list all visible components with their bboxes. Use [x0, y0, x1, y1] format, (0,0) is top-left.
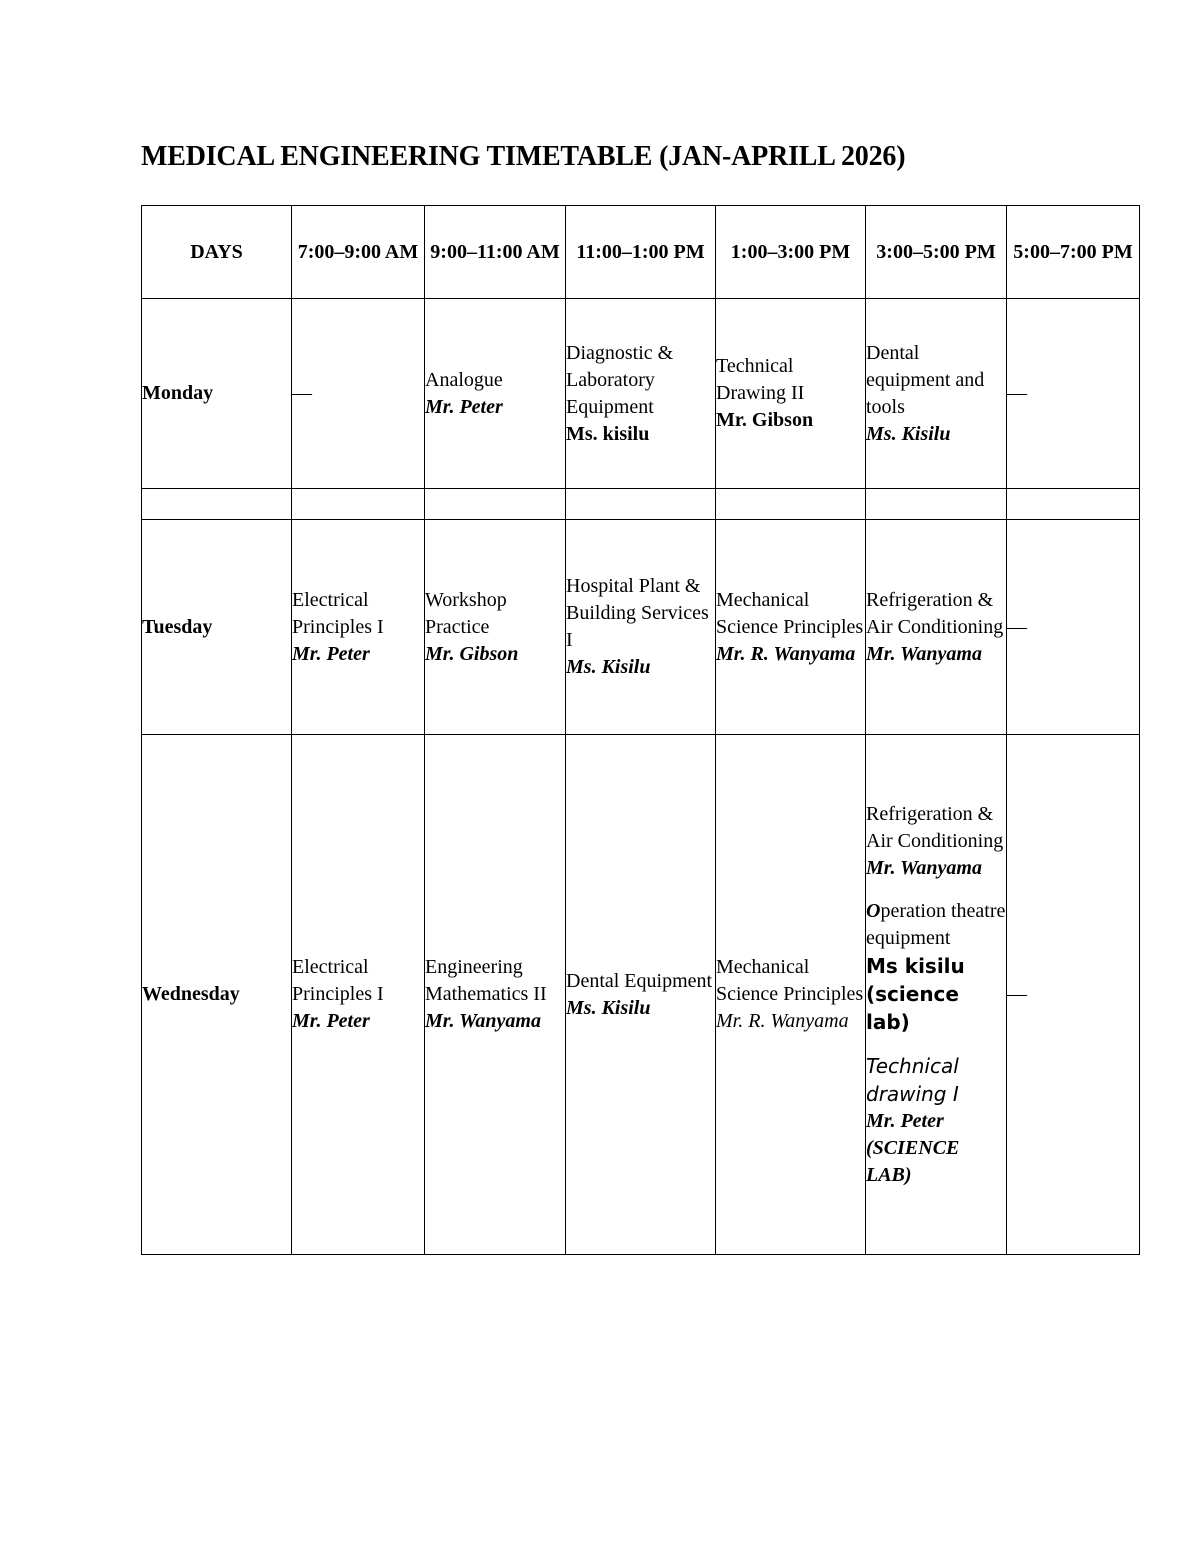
teacher: Mr. Peter	[292, 642, 370, 665]
subject: Technical Drawing II	[716, 355, 805, 404]
wednesday-slot-4	[716, 735, 866, 1255]
subject: Electrical Principles I	[292, 588, 384, 638]
teacher: Ms. Kisilu	[566, 996, 651, 1019]
monday-slot-2	[425, 299, 566, 489]
subject-initial: O	[866, 899, 881, 922]
header-row	[142, 206, 1140, 299]
header-slot-6: 5:00–7:00 PM	[1007, 206, 1140, 299]
teacher: Mr. Wanyama	[866, 642, 982, 665]
spacer	[866, 882, 1006, 898]
wednesday-slot-6: —	[1007, 735, 1140, 1255]
subject: Mechanical Science Principles	[716, 588, 864, 638]
subject: Engineering Mathematics II	[425, 956, 547, 1005]
header-slot-4: 1:00–3:00 PM	[716, 206, 866, 299]
wednesday-slot-2	[425, 735, 566, 1255]
teacher: Mr. R. Wanyama	[716, 1010, 849, 1032]
row-monday	[142, 299, 1140, 489]
empty-cell	[866, 489, 1007, 520]
teacher: Mr. R. Wanyama	[716, 642, 856, 665]
tuesday-slot-1	[292, 520, 425, 735]
teacher: Mr. Peter (SCIENCE LAB)	[866, 1109, 960, 1186]
subject: Dental equipment and tools	[866, 341, 985, 418]
monday-slot-1: —	[292, 299, 425, 489]
subject: Workshop Practice	[425, 588, 507, 638]
wednesday-slot-5	[866, 735, 1007, 1255]
monday-slot-5	[866, 299, 1007, 489]
teacher: Mr. Gibson	[716, 409, 814, 431]
teacher: Mr. Wanyama	[425, 1010, 541, 1032]
empty-cell	[1007, 489, 1140, 520]
spacer-row	[142, 489, 1140, 520]
teacher: Ms. Kisilu	[866, 422, 951, 445]
timetable	[141, 205, 1140, 1255]
spacer	[866, 1036, 1006, 1052]
subject: Hospital Plant & Building Services I	[566, 575, 709, 651]
teacher: Ms kisilu (science lab)	[866, 953, 965, 1034]
tuesday-slot-4	[716, 520, 866, 735]
tuesday-slot-5	[866, 520, 1007, 735]
header-days: DAYS	[142, 206, 292, 299]
subject: Diagnostic & Laboratory Equipment	[566, 341, 674, 418]
wednesday-slot-1	[292, 735, 425, 1255]
subject: Mechanical Science Principles	[716, 956, 864, 1005]
page-title: MEDICAL ENGINEERING TIMETABLE (JAN-APRILL 2026)	[141, 141, 906, 172]
subject-rest: peration theatre equipment	[866, 899, 1006, 949]
tuesday-slot-2	[425, 520, 566, 735]
subject: Dental Equipment	[566, 969, 713, 992]
empty-cell	[566, 489, 716, 520]
teacher: Ms. kisilu	[566, 422, 650, 445]
empty-cell	[292, 489, 425, 520]
header-slot-5: 3:00–5:00 PM	[866, 206, 1007, 299]
day-tuesday: Tuesday	[142, 520, 292, 735]
subject: Electrical Principles I	[292, 956, 384, 1005]
wednesday-slot-3	[566, 735, 716, 1255]
empty-cell	[142, 489, 292, 520]
header-slot-2: 9:00–11:00 AM	[425, 206, 566, 299]
tuesday-slot-6: —	[1007, 520, 1140, 735]
row-tuesday	[142, 520, 1140, 735]
empty-cell	[425, 489, 566, 520]
header-slot-1: 7:00–9:00 AM	[292, 206, 425, 299]
header-slot-3: 11:00–1:00 PM	[566, 206, 716, 299]
row-wednesday	[142, 735, 1140, 1255]
day-monday: Monday	[142, 299, 292, 489]
teacher: Ms. Kisilu	[566, 656, 651, 678]
subject: Refrigeration & Air Conditioning	[866, 588, 1004, 638]
teacher: Mr. Wanyama	[866, 856, 982, 879]
subject: Analogue	[425, 368, 503, 391]
tuesday-slot-3	[566, 520, 716, 735]
subject: Technical drawing I	[866, 1053, 959, 1106]
teacher: Mr. Gibson	[425, 642, 519, 665]
subject: Refrigeration & Air Conditioning	[866, 802, 1004, 852]
empty-cell	[716, 489, 866, 520]
monday-slot-6: —	[1007, 299, 1140, 489]
teacher: Mr. Peter	[425, 395, 503, 418]
teacher: Mr. Peter	[292, 1010, 370, 1032]
monday-slot-3	[566, 299, 716, 489]
monday-slot-4	[716, 299, 866, 489]
subject	[866, 898, 1006, 952]
day-wednesday: Wednesday	[142, 735, 292, 1255]
